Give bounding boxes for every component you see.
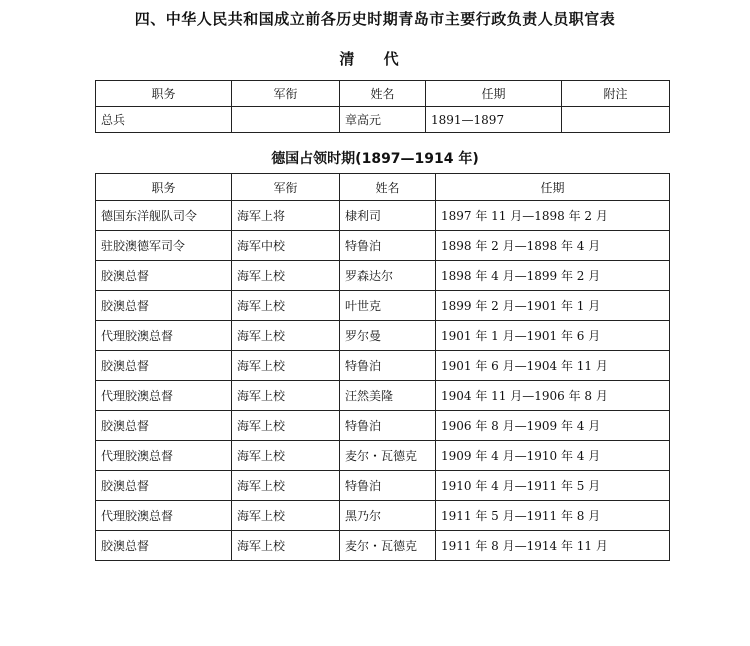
table-cell: 1898 年 4 月—1899 年 2 月 xyxy=(436,261,670,291)
table-cell: 特鲁泊 xyxy=(340,231,436,261)
table-cell: 胶澳总督 xyxy=(96,471,232,501)
table-row xyxy=(96,531,670,561)
table-cell: 海军中校 xyxy=(232,231,340,261)
table-cell: 1910 年 4 月—1911 年 5 月 xyxy=(436,471,670,501)
table-cell: 海军上校 xyxy=(232,351,340,381)
header-cell: 职务 xyxy=(96,174,232,201)
qing-section-heading: 清 代 xyxy=(339,50,411,68)
table-cell: 驻胶澳德军司令 xyxy=(96,231,232,261)
table-cell: 海军上将 xyxy=(232,201,340,231)
table-row xyxy=(96,201,670,231)
table-header-row xyxy=(96,81,670,107)
table-cell: 罗森达尔 xyxy=(340,261,436,291)
header-cell: 职务 xyxy=(96,81,232,107)
table-header-row xyxy=(96,174,670,201)
header-cell: 军衔 xyxy=(232,81,340,107)
header-cell: 军衔 xyxy=(232,174,340,201)
table-cell: 1901 年 6 月—1904 年 11 月 xyxy=(436,351,670,381)
table-cell: 1911 年 8 月—1914 年 11 月 xyxy=(436,531,670,561)
table-cell: 胶澳总督 xyxy=(96,411,232,441)
table-cell: 1897 年 11 月—1898 年 2 月 xyxy=(436,201,670,231)
table-cell: 特鲁泊 xyxy=(340,471,436,501)
table-row xyxy=(96,441,670,471)
table-cell: 1911 年 5 月—1911 年 8 月 xyxy=(436,501,670,531)
table-cell: 海军上校 xyxy=(232,441,340,471)
table-cell: 1901 年 1 月—1901 年 6 月 xyxy=(436,321,670,351)
table-cell: 代理胶澳总督 xyxy=(96,321,232,351)
table-cell: 叶世克 xyxy=(340,291,436,321)
table-cell: 胶澳总督 xyxy=(96,531,232,561)
table-cell: 海军上校 xyxy=(232,501,340,531)
table-cell: 海军上校 xyxy=(232,381,340,411)
header-cell: 附注 xyxy=(562,81,670,107)
table-cell: 1909 年 4 月—1910 年 4 月 xyxy=(436,441,670,471)
header-cell: 任期 xyxy=(436,174,670,201)
page-title: 四、中华人民共和国成立前各历史时期青岛市主要行政负责人员职官表 xyxy=(134,10,616,28)
header-cell: 姓名 xyxy=(340,81,426,107)
table-cell: 章高元 xyxy=(340,107,426,133)
table-row xyxy=(96,501,670,531)
table-cell: 棣利司 xyxy=(340,201,436,231)
table-row xyxy=(96,291,670,321)
table-cell: 海军上校 xyxy=(232,411,340,441)
table-cell: 代理胶澳总督 xyxy=(96,381,232,411)
table-row xyxy=(96,471,670,501)
table-cell: 代理胶澳总督 xyxy=(96,501,232,531)
table-cell: 德国东洋舰队司令 xyxy=(96,201,232,231)
table-row xyxy=(96,107,670,133)
table-cell: 1906 年 8 月—1909 年 4 月 xyxy=(436,411,670,441)
table-cell: 海军上校 xyxy=(232,261,340,291)
table-cell: 海军上校 xyxy=(232,471,340,501)
header-cell: 姓名 xyxy=(340,174,436,201)
table-cell: 胶澳总督 xyxy=(96,261,232,291)
table-row xyxy=(96,321,670,351)
table-row xyxy=(96,411,670,441)
german-section-heading: 德国占领时期(1897—1914 年) xyxy=(271,151,479,167)
table-cell: 胶澳总督 xyxy=(96,351,232,381)
table-cell: 1891—1897 xyxy=(426,107,562,133)
table-cell: 总兵 xyxy=(96,107,232,133)
table-cell: 1898 年 2 月—1898 年 4 月 xyxy=(436,231,670,261)
table-cell: 海军上校 xyxy=(232,321,340,351)
table-row xyxy=(96,381,670,411)
table-cell: 黑乃尔 xyxy=(340,501,436,531)
german-table-body xyxy=(96,201,670,561)
table-cell: 代理胶澳总督 xyxy=(96,441,232,471)
table-cell: 胶澳总督 xyxy=(96,291,232,321)
table-cell xyxy=(562,107,670,133)
table-cell: 海军上校 xyxy=(232,291,340,321)
table-cell: 1904 年 11 月—1906 年 8 月 xyxy=(436,381,670,411)
table-cell: 罗尔曼 xyxy=(340,321,436,351)
table-row xyxy=(96,261,670,291)
table-row xyxy=(96,231,670,261)
table-cell: 特鲁泊 xyxy=(340,351,436,381)
table-row xyxy=(96,351,670,381)
table-cell xyxy=(232,107,340,133)
table-cell: 麦尔・瓦德克 xyxy=(340,531,436,561)
german-officials-table xyxy=(95,173,670,561)
table-cell: 特鲁泊 xyxy=(340,411,436,441)
header-cell: 任期 xyxy=(426,81,562,107)
table-cell: 1899 年 2 月—1901 年 1 月 xyxy=(436,291,670,321)
table-cell: 汪然美隆 xyxy=(340,381,436,411)
table-cell: 麦尔・瓦德克 xyxy=(340,441,436,471)
qing-officials-table xyxy=(95,80,670,133)
table-cell: 海军上校 xyxy=(232,531,340,561)
